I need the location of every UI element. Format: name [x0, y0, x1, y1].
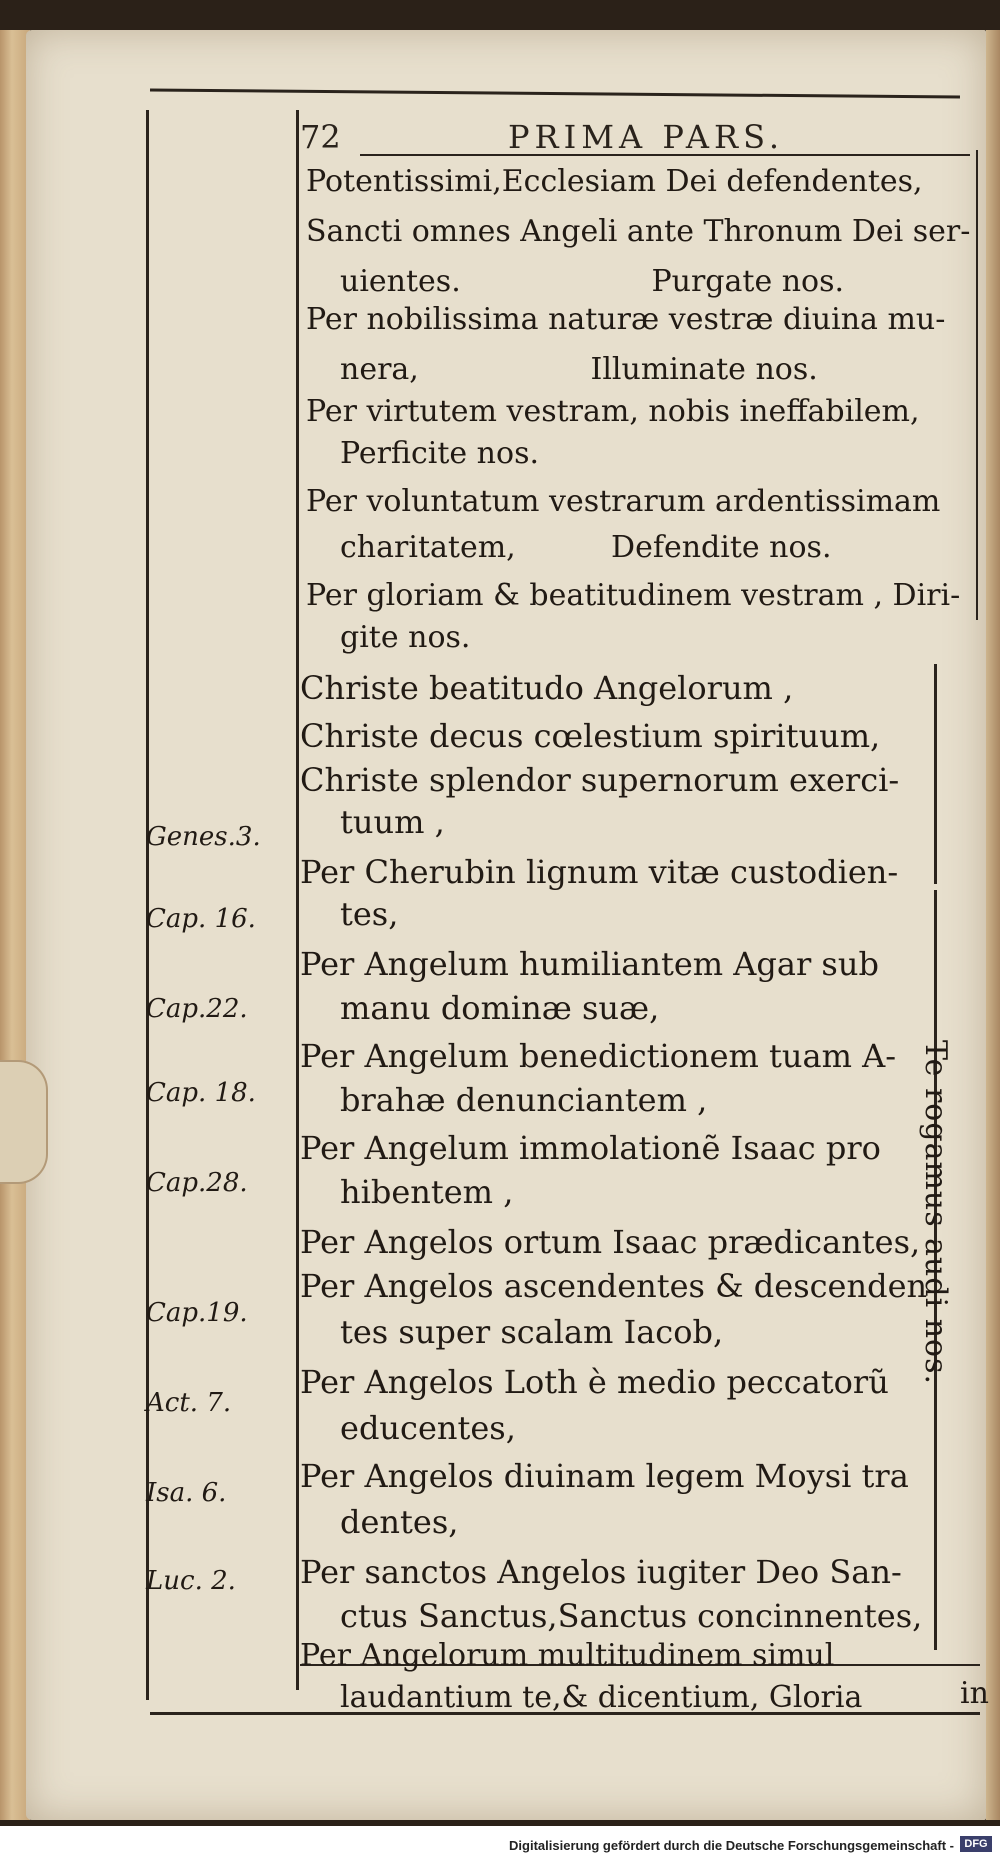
text-line: tes,: [340, 895, 399, 933]
text-line: Per Angelos ascendentes & descenden: [300, 1267, 928, 1305]
text-line: Per Angelos Loth è medio peccatorũ: [300, 1363, 889, 1401]
text-line: Per Angelum humiliantem Agar sub: [300, 945, 879, 983]
text-line: Per Angelum immolationẽ Isaac pro: [300, 1129, 881, 1167]
text-line: Christe beatitudo Angelorum ,: [300, 669, 794, 707]
margin-reference: Luc. 2.: [146, 1566, 236, 1596]
text-line: hibentem ,: [340, 1173, 514, 1211]
text-line: Per Angelos diuinam legem Moysi tra: [300, 1457, 909, 1495]
text-line: Christe splendor supernorum exerci-: [300, 761, 900, 799]
margin-reference: Genes.3.: [146, 822, 261, 852]
bracket-rule-upper: [934, 664, 937, 884]
text-line: gite nos.: [340, 620, 471, 655]
text-line: ctus Sanctus,Sanctus concinnentes,: [340, 1597, 923, 1635]
page-tab: [0, 1060, 48, 1184]
right-column-rule: [976, 150, 978, 620]
text-line: Per gloriam & beatitudinem vestram , Diri-: [306, 578, 961, 613]
text-line: nera, Illuminate nos.: [340, 352, 818, 387]
text-line: Perficite nos.: [340, 436, 539, 471]
text-line: Per voluntatum vestrarum ardentissimam: [306, 484, 941, 519]
text-line: manu dominæ suæ,: [340, 989, 660, 1027]
margin-reference: Cap.19.: [146, 1298, 248, 1328]
text-line: Per nobilissima naturæ vestræ diuina mu-: [306, 302, 946, 337]
margin-reference: Cap. 16.: [146, 904, 256, 934]
text-line: dentes,: [340, 1503, 459, 1541]
page-edge-right: [986, 30, 1000, 1820]
text-line: educentes,: [340, 1409, 516, 1447]
running-title: PRIMA PARS.: [508, 118, 785, 156]
margin-reference: Cap.22.: [146, 994, 248, 1024]
text-line: tes super scalam Iacob,: [340, 1313, 724, 1351]
text-line: Per Angelos ortum Isaac prædicantes,: [300, 1223, 921, 1261]
text-line: brahæ denunciantem ,: [340, 1081, 708, 1119]
text-column-rule: [296, 110, 299, 1690]
catchword: in: [960, 1676, 989, 1711]
text-line: Sancti omnes Angeli ante Thronum Dei ser-: [306, 214, 971, 249]
text-line: charitatem, Defendite nos.: [340, 530, 832, 565]
text-line: laudantium te,& dicentium, Gloria: [340, 1680, 863, 1715]
text-line: uientes. Purgate nos.: [340, 264, 845, 299]
margin-reference: Act. 7.: [146, 1388, 232, 1418]
margin-reference: Cap. 18.: [146, 1078, 256, 1108]
text-line: Potentissimi,Ecclesiam Dei defendentes,: [306, 164, 923, 199]
margin-reference: Cap.28.: [146, 1168, 248, 1198]
text-line: Per virtutem vestram, nobis ineffabilem,: [306, 394, 920, 429]
digitization-credit: Digitalisierung gefördert durch die Deutsche Forschungsgemeinschaft -: [509, 1838, 954, 1853]
dfg-logo-icon: DFG: [960, 1836, 992, 1852]
litany-response: Te rogamus audi nos.: [918, 1040, 953, 1386]
text-line: tuum ,: [340, 803, 445, 841]
margin-reference: Isa. 6.: [146, 1478, 227, 1508]
page-number: 72: [300, 118, 341, 156]
text-line: Per Angelum benedictionem tuam A-: [300, 1037, 897, 1075]
text-line: Per sanctos Angelos iugiter Deo San-: [300, 1553, 902, 1591]
text-line: Christe decus cœlestium spirituum,: [300, 717, 881, 755]
text-line: Per Cherubin lignum vitæ custodien-: [300, 853, 899, 891]
text-line: Per Angelorum multitudinem simul: [300, 1638, 835, 1673]
